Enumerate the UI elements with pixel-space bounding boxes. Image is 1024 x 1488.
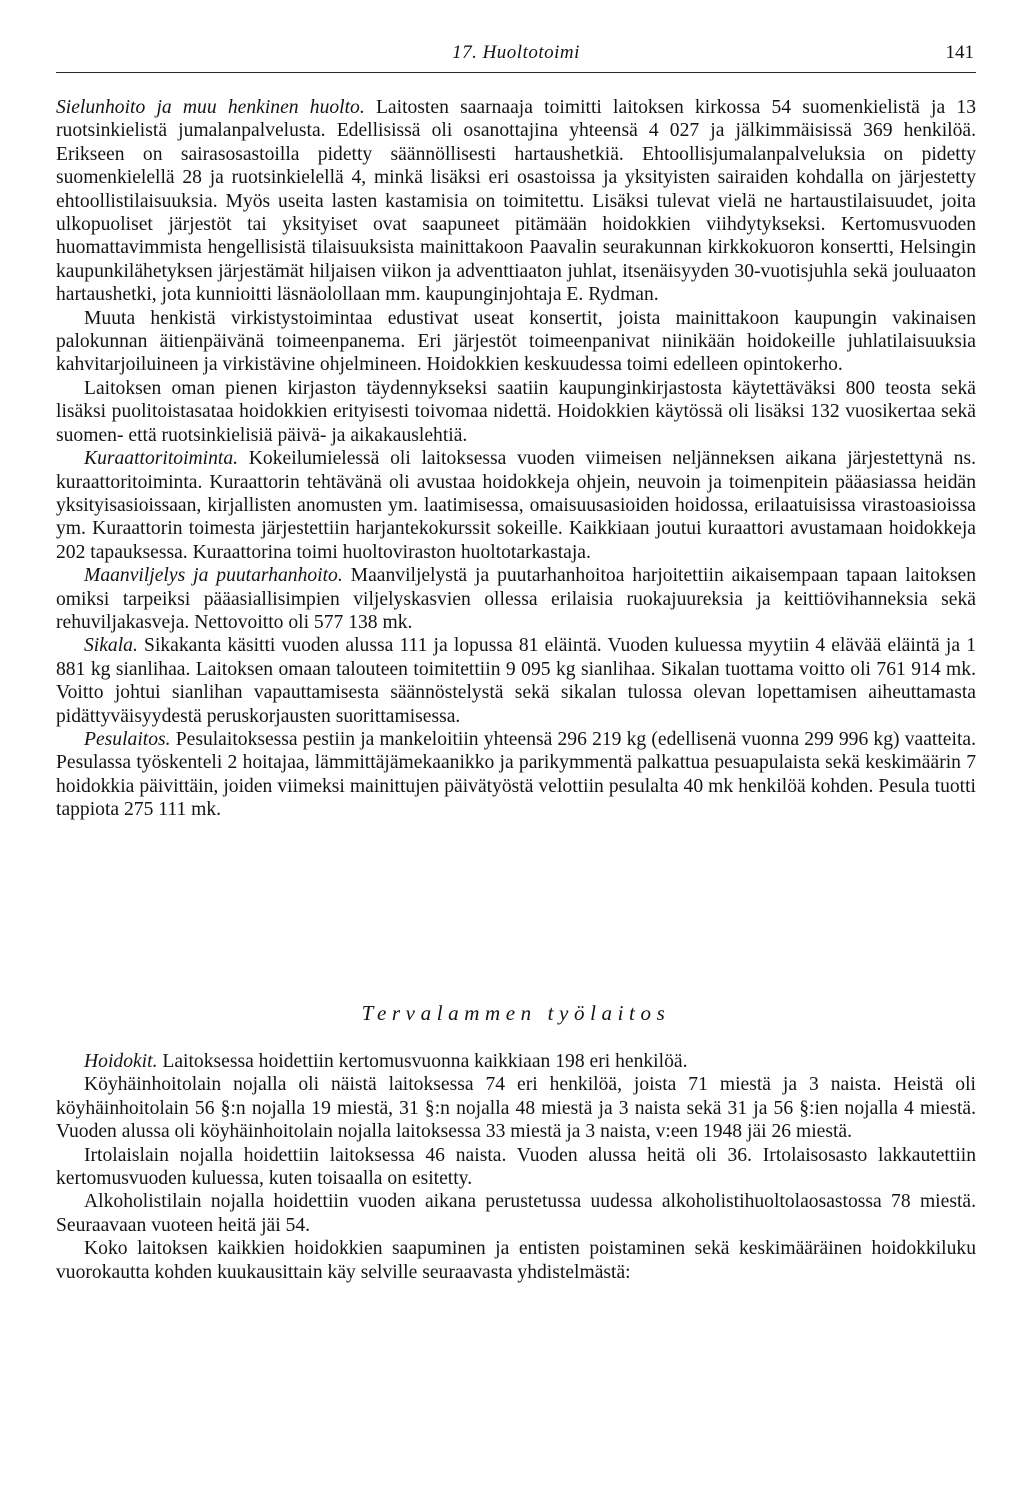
paragraph-koyhainhoitolaki (56, 1073, 976, 1143)
paragraph-pesulaitos (56, 728, 976, 822)
running-header (56, 42, 976, 68)
paragraph-irtolaislaki (56, 1144, 976, 1191)
paragraph-yhdistelma (56, 1237, 976, 1284)
paragraph-kuraattori (56, 447, 976, 564)
paragraph-text: Maanviljelystä ja puutarhanhoitoa harjoitettiin aikaisempaan tapaan laitoksen omiksi tarpeiksi pääasiallisimpien viljelyskasvien ollessa erilaisia ruokajuureksia ja keittiövihanneksia sekä rehuviljakasveja. Nettovoitto oli 577 138 mk. (56, 565, 976, 633)
paragraph-heading: Sikala. (84, 635, 138, 657)
paragraph-text: Alkoholistilain nojalla hoidettiin vuoden aikana perustetussa uudessa alkoholistihuoltolaosastossa 78 miestä. Seuraavaan vuoteen heitä jäi 54. (56, 1191, 976, 1236)
paragraph-sikala (56, 634, 976, 728)
paragraph-heading: Hoidokit. (84, 1051, 158, 1072)
paragraph-heading: Kuraattoritoiminta. (84, 448, 239, 470)
paragraph-text: Laitoksen oman pienen kirjaston täydennykseksi saatiin kaupunginkirjastosta käytettäväksi 800 teosta sekä lisäksi puolitoistasataa hoidokkien erityisesti toivomaa nidettä. Hoidokkien käytössä oli lisäksi 132 vuosikertaa sekä suomen- että ruotsinkielisiä päivä- ja aikakauslehtiä. (56, 377, 976, 446)
paragraph-sielunhoito (56, 96, 976, 307)
paragraph-text: Koko laitoksen kaikkien hoidokkien saapuminen ja entisten poistaminen sekä keskimääräinen hoidokkiluku vuorokautta kohden kuukausittain käy selville seuraavasta yhdistelmästä: (56, 1238, 976, 1283)
paragraph-maanviljelys (56, 564, 976, 634)
paragraph-kirjasto (56, 377, 976, 447)
section-title: Tervalammen työlaitos (361, 1001, 671, 1025)
paragraph-heading: Sielunhoito ja muu henkinen huolto. (56, 97, 365, 118)
section-heading-block (56, 1000, 976, 1026)
paragraph-text: Laitosten saarnaaja toimitti laitoksen kirkossa 54 suomenkielistä ja 13 ruotsinkielistä jumalanpalvelusta. Edellisissä oli osanottajina yhteensä 4 027 ja jälkimmäisissä 369 henkilöä. Erikseen on sairasosastoilla pidetty säännöllisesti hartaushetkiä. Ehtoollisjumalanpalveluksia on pidetty suomenkielellä 28 ja ruotsinkielellä 4, minkä lisäksi eri osastoissa ja yksityisten sairaiden kohdalla on järjestetty ehtoollistilaisuuksia. Myös useita lasten kastamisia on toimitettu. Lisäksi tulevat vielä ne hartaustilaisuudet, joita ulkopuoliset järjestöt tai yksityiset ovat saapuneet pitämään hoidokkien viihdytykseksi. Kertomusvuoden huomattavimmista hengellisistä tilaisuuksista mainittakoon Paavalin seurakunnan kirkkokuoron konsertti, Helsingin kaupunkilähetyksen järjestämät hiljaisen viikon ja adventtiaaton juhlat, itsenäisyyden 30-vuotisjuhla sekä jouluaaton hartaushetki, jota kunnioitti läsnäolollaan mm. kaupunginjohtaja E. Rydman. (56, 97, 976, 306)
paragraph-text: Irtolaislain nojalla hoidettiin laitoksessa 46 naista. Vuoden alussa heitä oli 36. Irtolaisosasto lakkautettiin kertomusvuoden kuluessa, kuten toisaalla on esitetty. (56, 1144, 976, 1190)
paragraph-text: Sikakanta käsitti vuoden alussa 111 ja lopussa 81 eläintä. Vuoden kuluessa myytiin 4 elävää eläintä ja 1 881 kg sianlihaa. Laitoksen omaan talouteen toimitettiin 9 095 kg sianlihaa. Sikalan tuottama voitto oli 761 914 mk. Voitto johtui sianlihan vapauttamisesta säännöstelystä sekä sikalan tulossa olevan lopettamisen aiheuttamasta pidättyväisyydestä peruskorjausten suorittamisessa. (56, 635, 976, 727)
paragraph-virkistys (56, 307, 976, 377)
chapter-title: 17. Huoltotoimi (452, 42, 580, 63)
paragraph-text: Köyhäinhoitolain nojalla oli näistä laitoksessa 74 eri henkilöä, joista 71 miestä ja 3 naista. Heistä oli köyhäinhoitolain 56 §:n nojalla 19 miestä, 31 §:n nojalla 48 miestä ja 3 naista sekä 31 ja 56 §:ien nojalla 4 miestä. Vuoden alussa oli köyhäinhoitolain nojalla laitoksessa 33 miestä ja 3 naista, v:een 1948 jäi 26 miestä. (56, 1074, 976, 1143)
body-text (56, 96, 976, 822)
page-number: 141 (945, 42, 974, 63)
section-body (56, 1050, 976, 1284)
paragraph-heading: Pesulaitos. (84, 728, 171, 750)
paragraph-heading: Maanviljelys ja puutarhanhoito. (84, 565, 343, 587)
header-rule (56, 72, 976, 73)
paragraph-text: Pesulaitoksessa pestiin ja mankeloitiin yhteensä 296 219 kg (edellisenä vuonna 299 996 kg) vaatteita. Pesulassa työskenteli 2 hoitajaa, lämmittäjämekaanikko ja parikymmentä palkattua pesuapulaista sekä keskimäärin 7 hoidokkia päivittäin, joiden viimeksi mainittujen päivätyöstä velottiin pesulalta 40 mk henkilöä kohden. Pesula tuotti tappiota 275 111 mk. (56, 728, 976, 821)
paragraph-hoidokit (56, 1050, 976, 1073)
paragraph-alkoholistilaki (56, 1190, 976, 1237)
paragraph-text: Laitoksessa hoidettiin kertomusvuonna kaikkiaan 198 eri henkilöä. (157, 1051, 688, 1072)
paragraph-text: Muuta henkistä virkistystoimintaa edustivat useat konsertit, joista mainittakoon kaupungin vakinaisen palokunnan äitienpäivänä toimeenpanema. Eri järjestöt toimeenpanivat niinikään hoidokeille juhlatilaisuuksia kahvitarjoiluineen ja virkistävine ohjelmineen. Hoidokkien keskuudessa toimi edelleen opintokerho. (56, 307, 976, 376)
paragraph-text: Kokeilumielessä oli laitoksessa vuoden viimeisen neljänneksen aikana järjestettynä ns. kuraattoritoiminta. Kuraattorin tehtävänä oli avustaa hoidokkeja ohjein, neuvoin ja toimenpitein pääasiassa heidän yksityisasioissaan, kirjallisten anomusten ym. laatimisessa, omaisuusasioiden hoidossa, erilaatuisissa virastoasioissa ym. Kuraattorin toimesta järjestettiin harjantekokurssit sokeille. Kaikkiaan joutui kuraattori avustamaan hoidokkeja 202 tapauksessa. Kuraattorina toimi huoltoviraston huoltotarkastaja. (56, 448, 976, 563)
